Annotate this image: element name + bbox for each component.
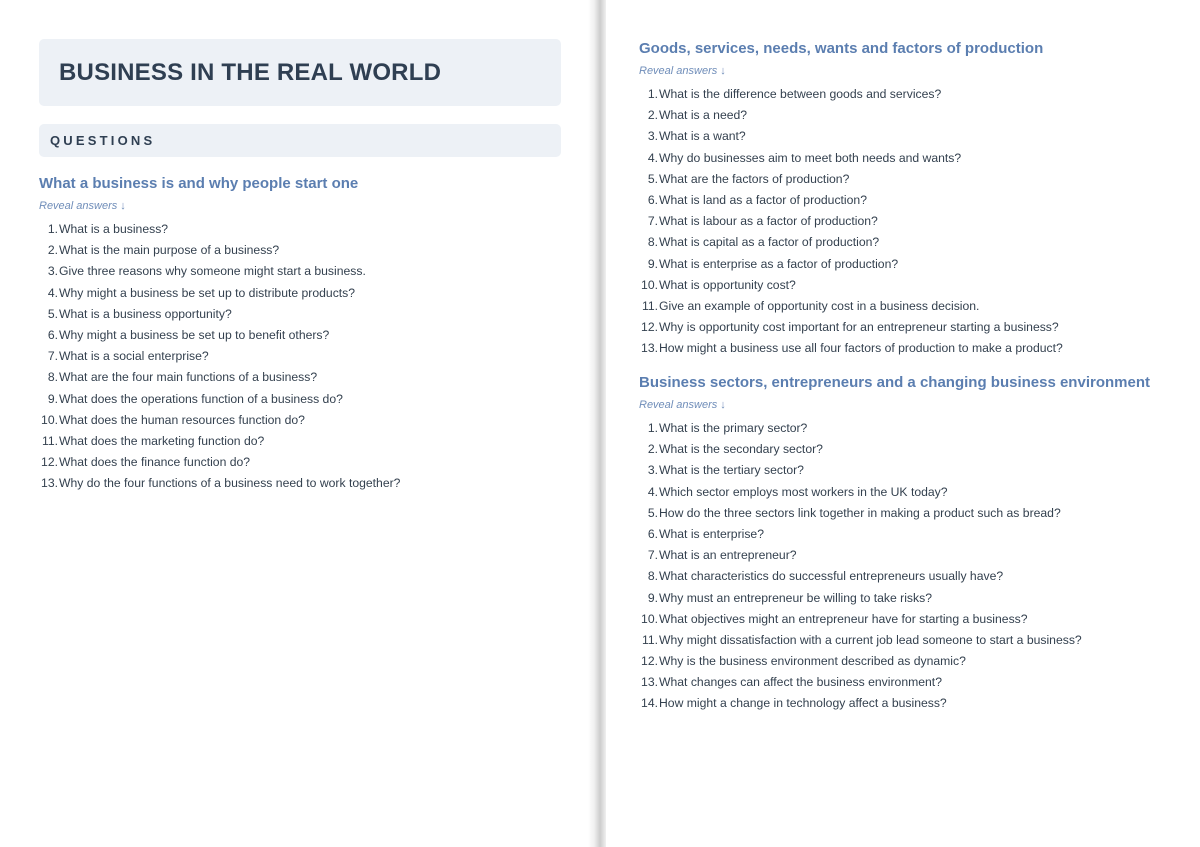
question-number: 5.	[647, 171, 658, 186]
question-item	[39, 410, 400, 431]
question-text: How might a business use all four factors of production to make a product?	[659, 341, 1063, 356]
question-item	[639, 190, 1063, 211]
question-item	[639, 126, 1063, 147]
question-text: What is land as a factor of production?	[659, 192, 867, 207]
section-business-basics	[39, 175, 400, 494]
question-item	[39, 431, 400, 452]
questions-banner	[39, 124, 561, 157]
right-page	[606, 0, 1200, 847]
page-title: BUSINESS IN THE REAL WORLD	[59, 59, 442, 86]
question-item	[639, 254, 1063, 275]
question-number: 2.	[47, 243, 58, 258]
question-number: 14.	[641, 696, 658, 711]
question-item	[639, 211, 1063, 232]
question-text: What is opportunity cost?	[659, 277, 796, 292]
question-number: 10.	[41, 412, 58, 427]
question-number: 4.	[647, 484, 658, 499]
question-item	[639, 482, 1150, 503]
question-item	[639, 588, 1150, 609]
question-item	[639, 105, 1063, 126]
question-item	[39, 304, 400, 325]
question-text: How might a change in technology affect a business?	[659, 696, 947, 711]
question-number: 6.	[47, 327, 58, 342]
section-heading: Goods, services, needs, wants and factors of production	[639, 40, 1044, 57]
question-number: 1.	[47, 222, 58, 236]
question-list	[639, 84, 1063, 359]
question-text: What does the marketing function do?	[59, 433, 265, 448]
question-text: Give an example of opportunity cost in a business decision.	[659, 298, 980, 313]
question-item	[39, 389, 400, 410]
question-text: What is capital as a factor of production?	[659, 235, 880, 250]
question-list	[639, 418, 1150, 715]
reveal-answers-link[interactable]	[639, 64, 726, 78]
question-text: Why might a business be set up to benefit others?	[59, 327, 330, 342]
question-number: 8.	[647, 235, 658, 250]
question-number: 1.	[647, 87, 658, 101]
question-text: What is a need?	[659, 108, 748, 123]
question-item	[39, 473, 400, 494]
question-text: Why might a business be set up to distribute products?	[59, 285, 356, 300]
question-text: Why do businesses aim to meet both needs and wants?	[659, 150, 962, 165]
question-text: What is labour as a factor of production?	[659, 214, 878, 229]
question-item	[639, 503, 1150, 524]
question-number: 12.	[641, 654, 658, 669]
question-number: 13.	[41, 476, 58, 491]
down-arrow-icon: ↓	[720, 399, 726, 411]
question-text: Give three reasons why someone might start a business.	[59, 264, 366, 279]
question-text: What is the difference between goods and services?	[659, 87, 942, 101]
question-number: 8.	[47, 370, 58, 385]
question-item	[639, 296, 1063, 317]
question-number: 3.	[647, 129, 658, 144]
reveal-answers-link[interactable]	[639, 398, 726, 412]
question-text: What does the finance function do?	[59, 455, 251, 470]
question-text: What is enterprise as a factor of production?	[659, 256, 899, 271]
question-item	[639, 460, 1150, 481]
question-number: 12.	[41, 455, 58, 470]
question-item	[639, 317, 1063, 338]
question-number: 10.	[641, 611, 658, 626]
question-text: What are the factors of production?	[659, 171, 850, 186]
reveal-answers-label: Reveal answers	[639, 65, 718, 77]
question-number: 7.	[647, 214, 658, 229]
title-banner	[39, 39, 561, 106]
question-text: What does the operations function of a business do?	[59, 391, 343, 406]
question-item	[639, 418, 1150, 439]
questions-label: QUESTIONS	[50, 133, 156, 148]
question-number: 11.	[41, 433, 58, 448]
question-number: 9.	[647, 256, 658, 271]
question-number: 13.	[641, 341, 658, 356]
question-text: What does the human resources function do?	[59, 412, 305, 427]
question-number: 12.	[641, 320, 658, 335]
question-text: What is a business?	[59, 222, 169, 236]
question-text: What is the primary sector?	[659, 421, 808, 435]
question-number: 10.	[641, 277, 658, 292]
question-number: 6.	[647, 526, 658, 541]
question-number: 6.	[647, 192, 658, 207]
question-text: Why do the four functions of a business need to work together?	[59, 476, 401, 491]
question-item	[39, 240, 400, 261]
question-item	[639, 545, 1150, 566]
reveal-answers-link[interactable]	[39, 199, 126, 213]
question-text: Why might dissatisfaction with a current job lead someone to start a business?	[659, 632, 1082, 647]
question-item	[639, 275, 1063, 296]
question-number: 3.	[47, 264, 58, 279]
question-item	[639, 672, 1150, 693]
question-item	[639, 651, 1150, 672]
question-number: 3.	[647, 463, 658, 478]
question-text: What is the secondary sector?	[659, 442, 823, 457]
question-text: What is the main purpose of a business?	[59, 243, 280, 258]
question-text: Which sector employs most workers in the UK today?	[659, 484, 948, 499]
question-text: Why must an entrepreneur be willing to take risks?	[659, 590, 932, 605]
question-number: 2.	[647, 442, 658, 457]
question-item	[639, 524, 1150, 545]
question-number: 7.	[47, 349, 58, 364]
question-number: 2.	[647, 108, 658, 123]
question-list	[39, 219, 400, 494]
question-item	[639, 566, 1150, 587]
question-number: 5.	[647, 505, 658, 520]
question-number: 8.	[647, 569, 658, 584]
down-arrow-icon: ↓	[120, 200, 126, 212]
question-item	[639, 630, 1150, 651]
question-item	[639, 338, 1063, 359]
reveal-answers-label: Reveal answers	[639, 399, 718, 411]
question-item	[639, 148, 1063, 169]
question-item	[39, 283, 400, 304]
question-text: How do the three sectors link together in making a product such as bread?	[659, 505, 1061, 520]
question-item	[39, 452, 400, 473]
question-text: What is a want?	[659, 129, 746, 144]
section-heading: Business sectors, entrepreneurs and a changing business environment	[639, 374, 1150, 391]
section-sectors-entrepreneurs	[639, 374, 1150, 715]
question-text: What characteristics do successful entrepreneurs usually have?	[659, 569, 1004, 584]
question-text: What is the tertiary sector?	[659, 463, 804, 478]
question-item	[39, 219, 400, 240]
question-number: 4.	[47, 285, 58, 300]
question-item	[639, 609, 1150, 630]
question-number: 11.	[641, 298, 658, 313]
down-arrow-icon: ↓	[720, 65, 726, 77]
question-item	[639, 232, 1063, 253]
question-number: 11.	[641, 632, 658, 647]
reveal-answers-label: Reveal answers	[39, 200, 118, 212]
question-item	[639, 439, 1150, 460]
question-text: What is a business opportunity?	[59, 306, 232, 321]
question-number: 4.	[647, 150, 658, 165]
question-number: 13.	[641, 675, 658, 690]
question-number: 9.	[647, 590, 658, 605]
question-number: 9.	[47, 391, 58, 406]
question-text: What changes can affect the business environment?	[659, 675, 942, 690]
question-text: What is enterprise?	[659, 526, 764, 541]
section-factors-of-production	[639, 40, 1063, 359]
question-text: What is an entrepreneur?	[659, 548, 797, 563]
question-item	[639, 84, 1063, 105]
question-item	[39, 325, 400, 346]
question-text: What are the four main functions of a business?	[59, 370, 318, 385]
section-heading: What a business is and why people start one	[39, 175, 359, 192]
question-text: Why is the business environment described as dynamic?	[659, 654, 966, 669]
question-text: What is a social enterprise?	[59, 349, 209, 364]
question-item	[639, 169, 1063, 190]
question-text: What objectives might an entrepreneur have for starting a business?	[659, 611, 1028, 626]
question-item	[39, 346, 400, 367]
question-item	[39, 367, 400, 388]
question-number: 7.	[647, 548, 658, 563]
question-number: 1.	[647, 421, 658, 435]
question-item	[639, 693, 1150, 714]
question-item	[39, 261, 400, 282]
question-number: 5.	[47, 306, 58, 321]
question-text: Why is opportunity cost important for an entrepreneur starting a business?	[659, 320, 1059, 335]
left-page	[0, 0, 594, 847]
